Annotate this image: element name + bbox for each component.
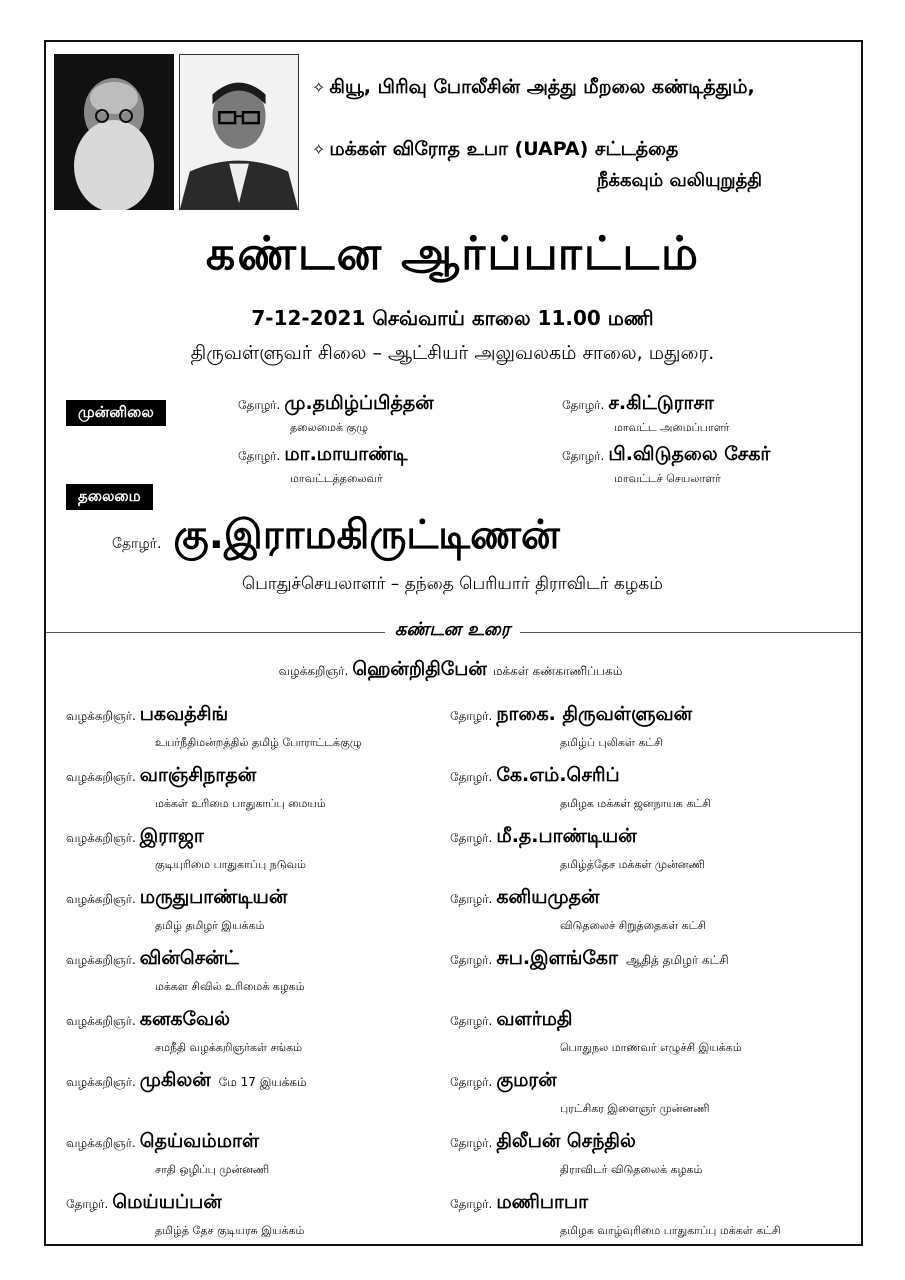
chair-role: பொதுச்செயலாளர் – தந்தை பெரியார் திராவிடர் கழகம் xyxy=(242,574,663,594)
speaker-name: இராஜா xyxy=(139,825,204,847)
speaker-entry xyxy=(66,947,239,972)
speaker-prefix: தோழர். xyxy=(450,1136,493,1150)
presence-person-3: தோழர். மா.மாயாண்டி xyxy=(238,443,408,465)
speech-header: கண்டன உரை xyxy=(385,619,520,640)
speaker-name: வின்சென்ட் xyxy=(139,947,239,969)
portrait-right xyxy=(179,54,299,210)
presence-person-1: தோழர். மு.தமிழ்ப்பித்தன் xyxy=(238,392,434,414)
speaker-prefix: வழக்கறிஞர். xyxy=(66,892,136,906)
speaker-name: மீ.த.பாண்டியன் xyxy=(496,825,637,847)
speaker-entry xyxy=(66,1130,259,1155)
poster-border xyxy=(44,40,863,1246)
speaker-entry xyxy=(450,947,733,972)
speaker-org: தமிழ் தமிழர் இயக்கம் xyxy=(155,919,265,932)
presence-role-1: தலைமைக் குழு xyxy=(290,421,368,434)
diamond-bullet-icon: ✧ xyxy=(312,140,326,159)
speaker-name: நாகை. திருவள்ளுவன் xyxy=(496,703,693,725)
presence-role-2: மாவட்ட அமைப்பாளர் xyxy=(614,421,730,434)
speaker-entry xyxy=(66,825,204,850)
speaker-entry xyxy=(450,703,692,728)
speaker-entry xyxy=(66,1008,230,1033)
speaker-name: வளர்மதி xyxy=(496,1008,573,1030)
speaker-entry xyxy=(66,886,287,911)
speaker-org: மக்கள் உரிமை பாதுகாப்பு மையம் xyxy=(155,797,326,810)
speaker-org: குடியுரிமை பாதுகாப்பு நடுவம் xyxy=(155,858,306,871)
speaker-entry xyxy=(66,1069,311,1094)
speaker-prefix: தோழர். xyxy=(450,1197,493,1211)
speaker-entry xyxy=(450,1130,636,1155)
speaker-entry xyxy=(450,1191,588,1216)
event-datetime: 7-12-2021 செவ்வாய் காலை 11.00 மணி xyxy=(251,306,654,330)
speaker-name: மெய்யப்பன் xyxy=(112,1191,222,1213)
speaker-entry xyxy=(450,1008,572,1033)
speaker-name: திலீபன் செந்தில் xyxy=(496,1130,636,1152)
speaker-name: முகிலன் xyxy=(139,1069,211,1091)
speaker-prefix: தோழர். xyxy=(450,831,493,845)
speaker-org: தமிழ்த்தேச மக்கள் முன்னணி xyxy=(560,858,705,871)
speaker-prefix: வழக்கறிஞர். xyxy=(66,1075,136,1089)
speaker-org: பொதுநல மாணவர் எழுச்சி இயக்கம் xyxy=(560,1041,742,1054)
speaker-prefix: தோழர். xyxy=(450,1075,493,1089)
speaker-prefix: தோழர். xyxy=(66,1197,109,1211)
presence-person-4: தோழர். பி.விடுதலை சேகர் xyxy=(562,443,771,465)
speaker-prefix: தோழர். xyxy=(450,892,493,906)
speaker-entry xyxy=(450,886,599,911)
speaker-name: தெய்வம்மாள் xyxy=(139,1130,260,1152)
speaker-name: கே.எம்.செரிப் xyxy=(496,764,620,786)
speaker-org-inline: ஆதித் தமிழர் கட்சி xyxy=(625,953,729,967)
speaker-org: விடுதலைச் சிறுத்தைகள் கட்சி xyxy=(560,919,707,932)
event-title: கண்டன ஆர்ப்பாட்டம் xyxy=(205,226,701,280)
speaker-entry xyxy=(66,703,228,728)
speaker-org: மக்கள சிவில் உரிமைக் கழகம் xyxy=(155,980,305,993)
speaker-org: சாதி ஒழிப்பு முன்னணி xyxy=(155,1163,270,1176)
presence-role-3: மாவட்டத்தலைவர் xyxy=(290,472,383,485)
speaker-prefix: வழக்கறிஞர். xyxy=(66,831,136,845)
speaker-prefix: வழக்கறிஞர். xyxy=(66,953,136,967)
speaker-entry xyxy=(66,764,256,789)
speaker-entry xyxy=(450,1069,557,1094)
speaker-prefix: தோழர். xyxy=(450,1014,493,1028)
presence-person-2: தோழர். ச.கிட்டுராசா xyxy=(562,392,714,414)
event-venue: திருவள்ளுவர் சிலை – ஆட்சியர் அலுவலகம் சாலை, மதுரை. xyxy=(190,342,715,364)
speaker-name: குமரன் xyxy=(496,1069,557,1091)
speaker-org: திராவிடர் விடுதலைக் கழகம் xyxy=(560,1163,703,1176)
speaker-prefix: தோழர். xyxy=(450,770,493,784)
speaker-prefix: வழக்கறிஞர். xyxy=(66,770,136,784)
speaker-prefix: வழக்கறிஞர். xyxy=(66,709,136,723)
speaker-prefix: வழக்கறிஞர். xyxy=(66,1136,136,1150)
speaker-name: சுப.இளங்கோ xyxy=(496,947,618,969)
presence-role-4: மாவட்டச் செயலாளர் xyxy=(614,472,721,485)
speaker-name: மணிபாபா xyxy=(496,1191,589,1213)
demand-line-2: ✧ மக்கள் விரோத உபா (UAPA) சட்டத்தை xyxy=(312,138,679,160)
portrait-left xyxy=(54,54,174,210)
speaker-org: தமிழ்த் தேச குடியரசு இயக்கம் xyxy=(155,1224,305,1237)
speaker-prefix: வழக்கறிஞர். xyxy=(66,1014,136,1028)
speaker-entry xyxy=(450,764,620,789)
speaker-org: தமிழக வாழ்வுரிமை பாதுகாப்பு மக்கள் கட்சி xyxy=(560,1224,781,1237)
speaker-org: தமிழ்ப் புலிகள் கட்சி xyxy=(560,736,663,749)
speaker-name: கனியமுதன் xyxy=(496,886,600,908)
chair-label: தலைமை xyxy=(66,484,153,510)
speaker-org: சமநீதி வழக்கறிஞர்கள் சங்கம் xyxy=(155,1041,303,1054)
speech-header-wrap xyxy=(0,619,905,642)
speaker-name: மருதுபாண்டியன் xyxy=(139,886,288,908)
demand-line-1: ✧ கியூ, பிரிவு போலீசின் அத்து மீறலை கண்டித்தும், xyxy=(312,76,755,98)
speaker-org: தமிழக மக்கள் ஜனநாயக கட்சி xyxy=(560,797,711,810)
speaker-org: உயர்நீதிமன்றத்தில் தமிழ் போராட்டக்குழு xyxy=(155,736,362,749)
speaker-entry xyxy=(450,825,637,850)
speaker-org-inline: மே 17 இயக்கம் xyxy=(218,1075,307,1089)
presence-label: முன்னிலை xyxy=(66,400,166,426)
speaker-entry xyxy=(66,1191,222,1216)
speaker-prefix: தோழர். xyxy=(450,709,493,723)
speaker-name: பகவத்சிங் xyxy=(139,703,229,725)
speaker-name: கனகவேல் xyxy=(139,1008,230,1030)
speaker-org: புரட்சிகர இளைஞர் முன்னணி xyxy=(560,1102,710,1115)
chair-person: தோழர். கு.இராமகிருட்டிணன் xyxy=(112,512,560,558)
demand-line-3: நீக்கவும் வலியுறுத்தி xyxy=(597,170,763,191)
featured-speaker: வழக்கறிஞர். ஹென்றிதிபேன் மக்கள் கண்காணிப்பகம் xyxy=(278,658,623,680)
diamond-bullet-icon: ✧ xyxy=(312,78,326,97)
speaker-name: வாஞ்சிநாதன் xyxy=(139,764,257,786)
speaker-prefix: தோழர். xyxy=(450,953,493,967)
